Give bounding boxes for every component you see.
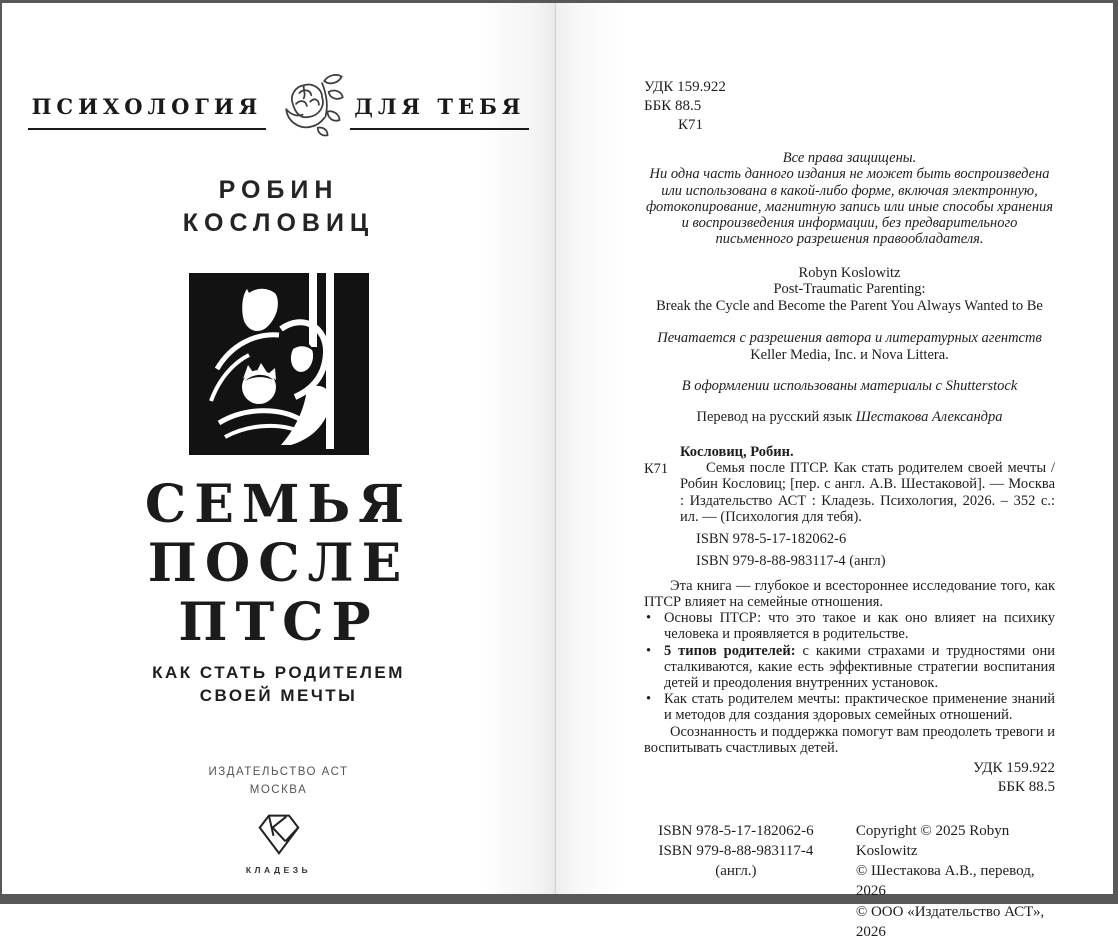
- annotation-bullets: [644, 610, 1055, 724]
- agencies-text: Keller Media, Inc. и Nova Littera.: [750, 347, 949, 364]
- bullet-dot-icon: •: [646, 610, 652, 627]
- author-line-1: РОБИН: [218, 176, 339, 204]
- translation-credit: [644, 409, 1055, 425]
- isbn-line-english: ISBN 979-8-88-983117-4 (англ): [696, 553, 886, 570]
- original-title-2: Break the Cycle and Become the Parent You Always Wanted to Be: [656, 298, 1043, 314]
- bullet-item: [644, 691, 1055, 723]
- bbk-code: ББК 88.5: [644, 97, 702, 114]
- author-line-2: КОСЛОВИЦ: [182, 208, 375, 237]
- translator-name: Шестакова Александра: [855, 408, 1003, 425]
- footer-isbn-russian: ISBN 978-5-17-182062-6: [658, 822, 814, 839]
- isbn-footer-block: [644, 821, 828, 942]
- copyright-page: [556, 3, 1113, 940]
- bibliographic-entry: [644, 443, 1055, 570]
- original-title-1: Post-Traumatic Parenting:: [773, 281, 926, 298]
- author-sign-code: К71: [678, 116, 704, 133]
- bullet-text: с какими страхами и трудностями они сталкиваются, какие есть эффективные стратегии воспитания детей и преодоления внутренних установок.: [664, 642, 1056, 691]
- copyright-original: Copyright © 2025 Robyn Koslowitz: [855, 822, 1010, 859]
- annotation: [644, 578, 1055, 757]
- author-name: [2, 174, 555, 239]
- publisher-line-2: МОСКВА: [249, 783, 308, 796]
- kladez-gem-icon: [2, 812, 555, 861]
- bullet-lead: Основы ПТСР:: [664, 610, 762, 627]
- series-title-right: ДЛЯ ТЕБЯ: [350, 88, 529, 130]
- subtitle-line-1: КАК СТАТЬ РОДИТЕЛЕМ: [152, 663, 405, 683]
- title-page: [2, 3, 556, 894]
- bib-isbn-block: [696, 531, 1055, 569]
- bullet-text: что это такое и как оно влияет на психику человека и проявляется в родительстве.: [664, 610, 1055, 643]
- annotation-intro: Эта книга — глубокое и всестороннее исследование того, как ПТСР влияет на семейные отношения.: [644, 577, 1055, 610]
- annotation-closing: Осознанность и поддержка помогут вам преодолеть тревоги и воспитывать счастливых детей.: [644, 723, 1055, 756]
- bib-code: К71: [644, 460, 669, 477]
- design-credit: В оформлении использованы материалы с Shutterstock: [681, 378, 1018, 395]
- permission-note: [644, 330, 1055, 365]
- classification-footer: [644, 759, 1055, 797]
- subtitle-line-2: СВОЕЙ МЕЧТЫ: [199, 686, 358, 706]
- copyright-block: [856, 821, 1055, 942]
- bullet-dot-icon: •: [646, 691, 652, 708]
- original-author: Robyn Koslowitz: [798, 264, 901, 281]
- original-edition-info: [644, 265, 1055, 315]
- rights-title: Все права защищены.: [782, 150, 917, 167]
- translation-prefix: Перевод на русский язык: [696, 408, 853, 425]
- brain-in-hands-icon: [270, 67, 346, 150]
- copyright-publisher: © ООО «Издательство АСТ», 2026: [855, 903, 1045, 940]
- bbk-code-footer: ББК 88.5: [997, 778, 1055, 795]
- udk-code-footer: УДК 159.922: [973, 760, 1055, 777]
- publisher-name: [2, 764, 555, 800]
- isbn-line-russian: ISBN 978-5-17-182062-6: [696, 531, 847, 548]
- imprint-footer: [644, 821, 1055, 942]
- permission-text: Печатается с разрешения автора и литературных агентств: [657, 329, 1042, 346]
- series-banner: [28, 67, 530, 150]
- rights-body: Ни одна часть данного издания не может быть воспроизведена или использована в какой-либо форме, включая электронную, фотокопирование, магнитную запись или иные способы хранения и воспроизведения информации, без предварительного письменного разрешения правообладателя.: [645, 166, 1054, 248]
- classification-block: [644, 78, 1055, 134]
- bib-description: Семья после ПТСР. Как стать родителем своей мечты / Робин Кословиц; [пер. с англ. А.В. Шестаковой]. — Москва : Издательство АСТ : Кладезь. Психология, 2026. – 352 с.: ил. — (Психология для тебя).: [680, 460, 1055, 525]
- title-line-2: ПОСЛЕ: [147, 532, 410, 594]
- bullet-dot-icon: •: [646, 642, 652, 659]
- family-illustration: [2, 273, 555, 460]
- bullet-lead: Как стать родителем мечты:: [664, 691, 841, 708]
- udk-code: УДК 159.922: [644, 79, 726, 95]
- publisher-line-1: ИЗДАТЕЛЬСТВО АСТ: [208, 766, 349, 779]
- book-spread: [2, 3, 1114, 940]
- title-line-1: СЕМЬЯ: [144, 474, 413, 535]
- footer-isbn-english: ISBN 979-8-88-983117-4: [658, 842, 814, 859]
- book-subtitle: [2, 662, 555, 708]
- bib-author: Кословиц, Робин.: [680, 443, 794, 460]
- bullet-item: [644, 610, 1055, 642]
- bullet-text: практическое применение знаний и методов для создания здоровых семейных отношений.: [664, 691, 1055, 724]
- bullet-lead: 5 типов родителей:: [664, 642, 796, 659]
- copyright-translation: © Шестакова А.В., перевод, 2026: [855, 863, 1035, 900]
- series-title-left: ПСИХОЛОГИЯ: [28, 88, 267, 130]
- imprint-name: КЛАДЕЗЬ: [245, 864, 312, 875]
- book-title: [2, 476, 555, 652]
- footer-isbn-note: (англ.): [715, 863, 757, 880]
- bullet-item: [644, 643, 1055, 692]
- rights-notice: [644, 150, 1055, 247]
- title-line-3: ПТСР: [178, 591, 379, 653]
